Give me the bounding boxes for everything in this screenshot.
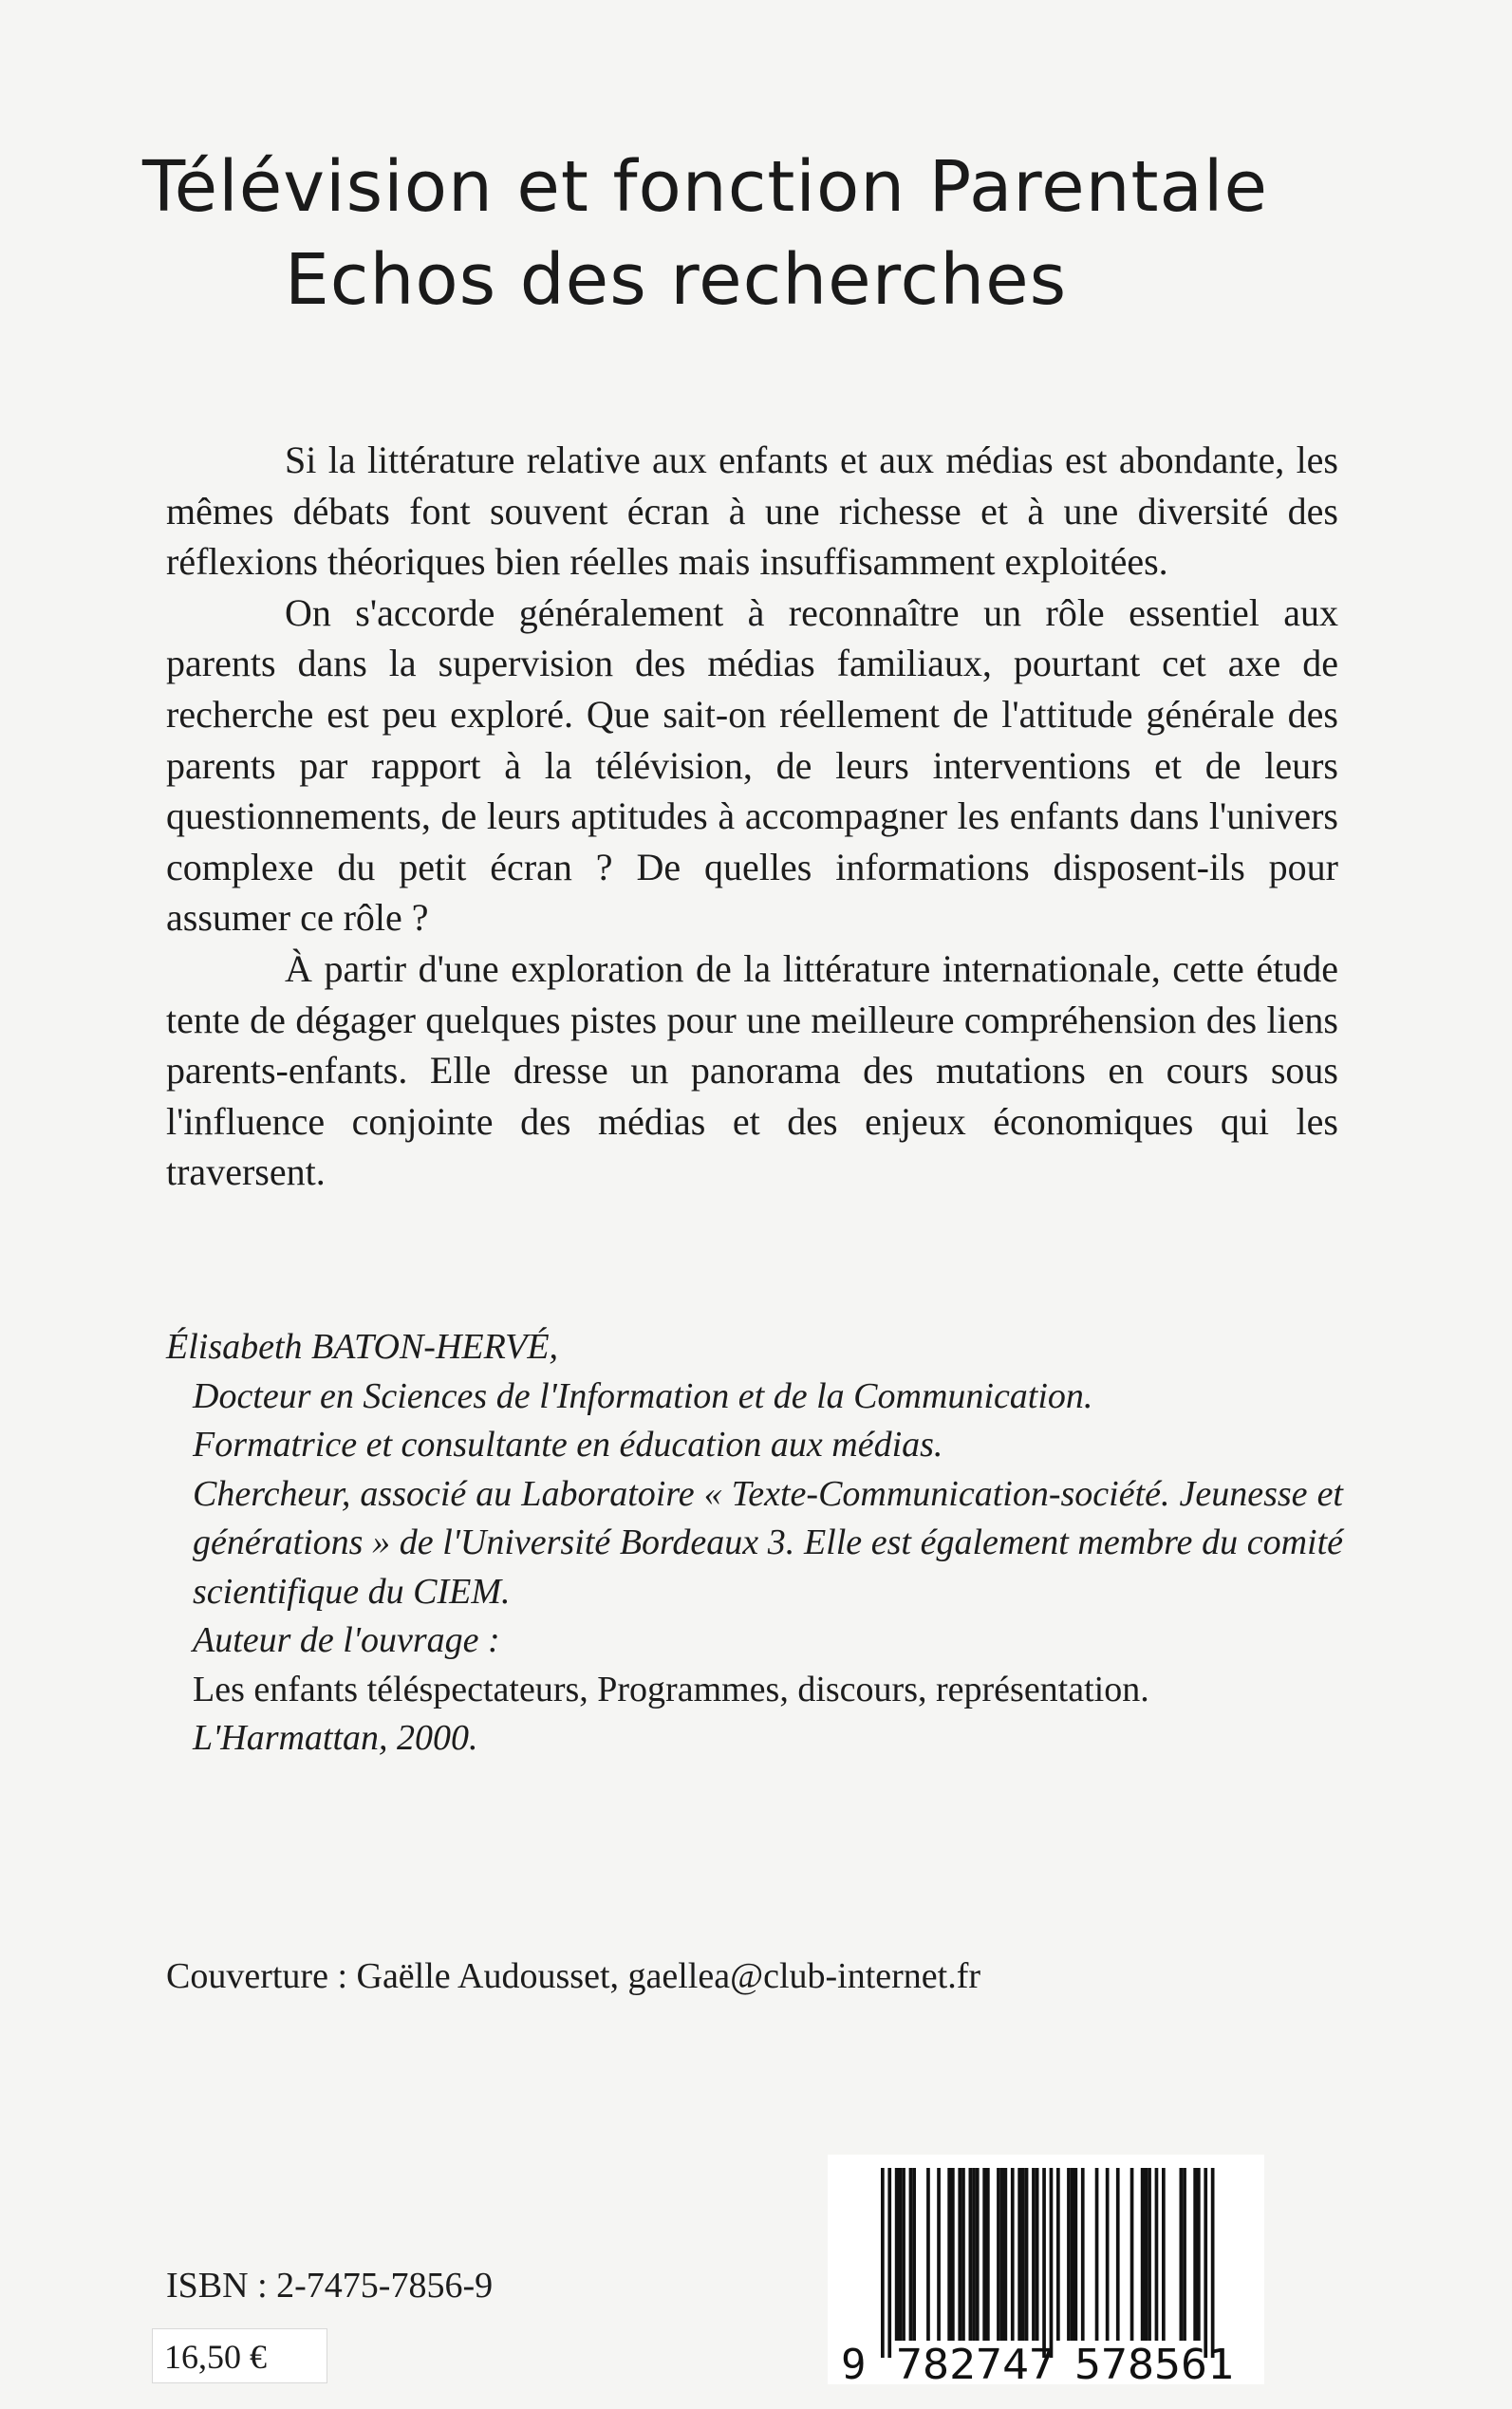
barcode (828, 2155, 1264, 2384)
barcode-bar (951, 2168, 955, 2341)
author-book-title: Les enfants téléspectateurs, Programmes, discours, représentation. (193, 1669, 1149, 1709)
barcode-bar (1004, 2168, 1008, 2341)
barcode-bar (1021, 2168, 1025, 2341)
isbn: ISBN : 2-7475-7856-9 (166, 2266, 494, 2306)
barcode-graphic (828, 2155, 1264, 2384)
barcode-bar (947, 2168, 951, 2341)
barcode-bar (1211, 2168, 1215, 2358)
barcode-bar (1036, 2168, 1039, 2341)
barcode-bar (982, 2168, 986, 2341)
barcode-bar (899, 2168, 903, 2341)
barcode-bar (1074, 2168, 1078, 2341)
barcode-bar (1130, 2168, 1134, 2341)
book-title (142, 140, 1376, 327)
summary-text (166, 435, 1338, 1198)
barcode-bar (912, 2168, 916, 2341)
barcode-bar (1145, 2168, 1148, 2341)
barcode-bar (1050, 2168, 1054, 2358)
author-credential-line: Auteur de l'ouvrage : (193, 1620, 500, 1660)
barcode-bar (1032, 2168, 1036, 2341)
barcode-bar (909, 2168, 913, 2341)
title-line-1: Télévision et fonction Parentale (142, 146, 1268, 228)
barcode-bar (972, 2168, 976, 2341)
barcode-bar (1042, 2168, 1046, 2358)
barcode-bar (1000, 2168, 1004, 2341)
barcode-bar (1056, 2168, 1060, 2341)
summary-paragraph-2: On s'accorde généralement à reconnaître un rôle essentiel aux parents dans la supervision des médias familiaux, pourtant cet axe de recherche est peu exploré. Que sait-on réellement de l'attitude générale des parents par rapport à la télévision, de leurs interventions et de leurs questionnements, de leurs aptitudes à accompagner les enfants dans l'univers complexe du petit écran ? De quelles informations disposent-ils pour assumer ce rôle ? (166, 590, 1338, 940)
cover-credit: Couverture : Gaëlle Audousset, gaellea@club-internet.fr (166, 1956, 981, 1996)
title-line-2: Echos des recherches (285, 239, 1068, 321)
barcode-bar (1067, 2168, 1071, 2341)
barcode-bar (997, 2168, 1000, 2341)
barcode-bars (881, 2168, 1215, 2358)
barcode-bar (1141, 2168, 1145, 2341)
price: 16,50 € (164, 2338, 267, 2376)
barcode-bar (1025, 2168, 1029, 2341)
author-credential-line: Chercheur, associé au Laboratoire « Texte-Communication-société. Jeunesse et générations » de l'Université Bordeaux 3. Elle est également membre du comité scientifique du CIEM. (193, 1473, 1343, 1612)
barcode-bar (969, 2168, 973, 2341)
summary-paragraph-1: Si la littérature relative aux enfants et aux médias est abondante, les mêmes débats font souvent écran à une richesse et à une diversité des réflexions théoriques bien réelles mais insuffisamment exploitées. (166, 439, 1338, 584)
barcode-bar (976, 2168, 980, 2341)
barcode-bar (1155, 2168, 1159, 2341)
barcode-digits-left: 782747 (896, 2341, 1055, 2384)
price-sticker (152, 2328, 327, 2383)
barcode-bar (1197, 2168, 1201, 2341)
barcode-bar (958, 2168, 961, 2341)
barcode-digits-right: 578561 (1074, 2341, 1234, 2384)
barcode-bar (1204, 2168, 1207, 2358)
barcode-bar (1148, 2168, 1151, 2341)
author-book-publisher: L'Harmattan, 2000. (193, 1718, 478, 1758)
barcode-bar (1116, 2168, 1120, 2341)
barcode-bar (887, 2168, 891, 2358)
summary-paragraph-3: À partir d'une exploration de la littérature internationale, cette étude tente de dégager quelques pistes pour une meilleure compréhension des liens parents-enfants. Elle dresse un panorama des mutations en cours sous l'influence conjointe des médias et des enjeux économiques qui les traversent. (166, 946, 1338, 1194)
barcode-bar (1106, 2168, 1110, 2341)
author-bio (166, 1323, 1343, 1764)
author-credential-line: Docteur en Sciences de l'Information et de la Communication. (193, 1375, 1093, 1416)
barcode-bar (1011, 2168, 1015, 2341)
author-credential-line: Formatrice et consultante en éducation aux médias. (193, 1425, 943, 1465)
barcode-bar (937, 2168, 941, 2341)
barcode-bar (895, 2168, 899, 2341)
barcode-bar (1183, 2168, 1186, 2341)
barcode-bar (1071, 2168, 1074, 2341)
barcode-bar (961, 2168, 965, 2341)
barcode-bar (881, 2168, 885, 2358)
barcode-bar (1081, 2168, 1085, 2341)
barcode-bar (902, 2168, 905, 2341)
barcode-bar (926, 2168, 930, 2341)
barcode-bar (1180, 2168, 1184, 2341)
author-credentials (166, 1373, 1343, 1764)
barcode-digit-first: 9 (841, 2341, 867, 2384)
barcode-bar (986, 2168, 990, 2341)
barcode-bar (1162, 2168, 1166, 2341)
barcode-bar (1193, 2168, 1197, 2341)
barcode-bar (1017, 2168, 1021, 2341)
barcode-bar (1095, 2168, 1099, 2341)
author-name: Élisabeth BATON-HERVÉ, (166, 1327, 559, 1367)
